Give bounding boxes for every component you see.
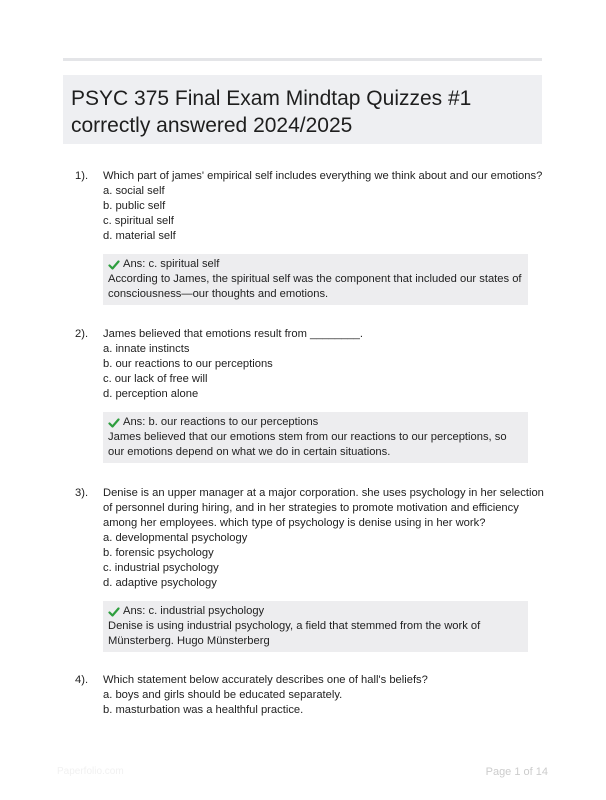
page-indicator: Page 1 of 14 [485,766,548,778]
option: c. our lack of free will [103,373,208,385]
check-icon [108,259,120,271]
answer-explanation: Denise is using industrial psychology, a field that stemmed from the work of Münsterberg. Hugo Münsterberg [108,620,481,647]
question-stem: James believed that emotions result from ________. [103,328,363,340]
option: a. developmental psychology [103,532,248,544]
option-list [103,531,545,591]
answer-box [103,412,528,463]
answer-explanation: According to James, the spiritual self was the component that included our states of consciousness—our thoughts and emotions. [108,273,522,300]
question-number: 1). [75,170,89,182]
option: b. our reactions to our perceptions [103,358,273,370]
question-number: 2). [75,328,89,340]
question-stem: Denise is an upper manager at a major corporation. she uses psychology in her selection of personnel during hiring, and in her strategies to promote motivation and efficiency among her employees. which type of psychology is denise using in her work? [103,487,544,529]
answer-box [103,601,528,652]
option-list [103,688,545,718]
option: b. public self [103,200,166,212]
question-4 [75,673,545,718]
question-3 [75,486,545,652]
option: d. adaptive psychology [103,577,217,589]
question-number: 3). [75,487,89,499]
question-1 [75,169,545,305]
option: a. innate instincts [103,343,190,355]
footer-watermark: Paperfolio.com [57,766,124,777]
check-icon [108,606,120,618]
option-list [103,342,545,402]
answer-label: Ans: c. industrial psychology [123,605,265,617]
option-list [103,184,545,244]
option: a. social self [103,185,165,197]
option: d. perception alone [103,388,199,400]
option: d. material self [103,230,176,242]
question-stem: Which part of james' empirical self includes everything we think about and our emotions? [103,170,543,182]
option: b. forensic psychology [103,547,214,559]
question-stem: Which statement below accurately describes one of hall's beliefs? [103,674,428,686]
option: a. boys and girls should be educated separately. [103,689,343,701]
question-number: 4). [75,674,89,686]
title-banner [63,75,542,144]
check-icon [108,417,120,429]
answer-box [103,254,528,305]
option: c. industrial psychology [103,562,219,574]
top-divider [63,58,542,61]
page-title: PSYC 375 Final Exam Mindtap Quizzes #1 correctly answered 2024/2025 [71,87,472,137]
answer-label: Ans: b. our reactions to our perceptions [123,416,319,428]
question-2 [75,327,545,463]
answer-label: Ans: c. spiritual self [123,258,220,270]
option: b. masturbation was a healthful practice. [103,704,304,716]
option: c. spiritual self [103,215,174,227]
answer-explanation: James believed that our emotions stem from our reactions to our perceptions, so our emotions depend on what we do in certain situations. [108,431,507,458]
